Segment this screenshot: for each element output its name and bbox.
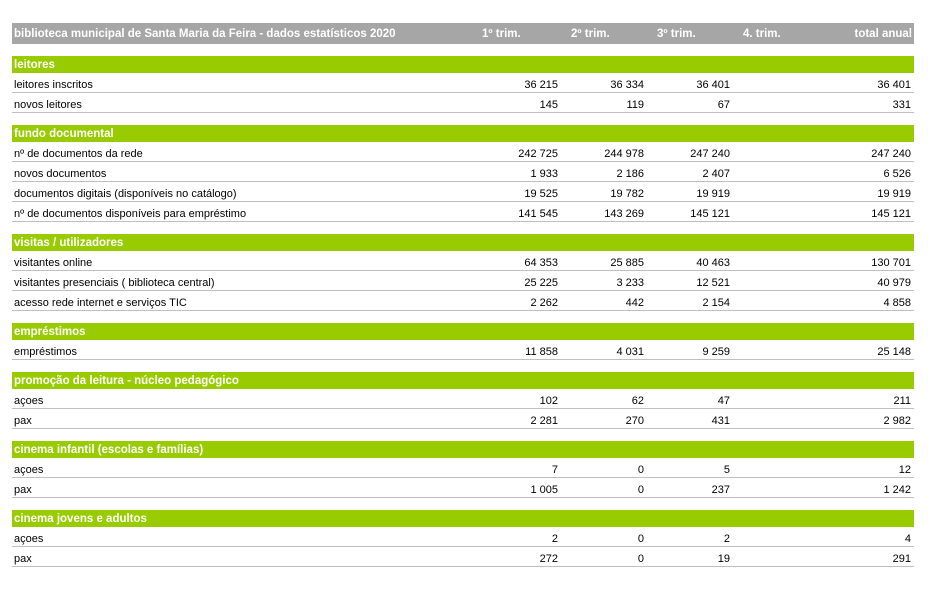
cell-q3: 67 (647, 93, 733, 113)
cell-q3: 40 463 (647, 251, 733, 271)
row-label: visitantes presenciais ( biblioteca central) (12, 271, 472, 291)
cell-q3: 36 401 (647, 73, 733, 93)
section-title: visitas / utilizadores (12, 234, 914, 251)
cell-q3: 19 919 (647, 182, 733, 202)
section-title: cinema infantil (escolas e famílias) (12, 441, 914, 458)
cell-q2: 442 (561, 291, 647, 311)
cell-total: 1 242 (819, 478, 914, 498)
section-spacer (12, 113, 914, 126)
section-spacer (12, 498, 914, 511)
table-row (12, 340, 914, 360)
cell-total: 2 982 (819, 409, 914, 429)
cell-q1: 2 281 (472, 409, 561, 429)
row-label: novos documentos (12, 162, 472, 182)
cell-q1: 145 (472, 93, 561, 113)
table-row (12, 73, 914, 93)
table-row (12, 182, 914, 202)
table-row (12, 251, 914, 271)
cell-total: 6 526 (819, 162, 914, 182)
cell-q4 (733, 73, 819, 93)
cell-q3: 247 240 (647, 142, 733, 162)
section-spacer (12, 311, 914, 324)
row-label: pax (12, 547, 472, 567)
cell-q4 (733, 182, 819, 202)
cell-q2: 3 233 (561, 271, 647, 291)
row-label: açoes (12, 527, 472, 547)
spacer-cell (12, 222, 914, 235)
cell-total: 211 (819, 389, 914, 409)
section-header (12, 125, 914, 142)
cell-q1: 272 (472, 547, 561, 567)
table-row (12, 527, 914, 547)
cell-q4 (733, 547, 819, 567)
cell-q3: 19 (647, 547, 733, 567)
column-header-total: total anual (819, 23, 914, 44)
cell-q3: 2 (647, 527, 733, 547)
row-label: pax (12, 409, 472, 429)
statistics-sheet (12, 23, 914, 567)
cell-q4 (733, 389, 819, 409)
cell-total: 145 121 (819, 202, 914, 222)
section-header (12, 510, 914, 527)
section-title: promoção da leitura - núcleo pedagógico (12, 372, 914, 389)
spacer-cell (12, 360, 914, 373)
table-row (12, 162, 914, 182)
cell-q2: 36 334 (561, 73, 647, 93)
section-header (12, 234, 914, 251)
row-label: açoes (12, 458, 472, 478)
cell-q4 (733, 478, 819, 498)
cell-q2: 244 978 (561, 142, 647, 162)
row-label: documentos digitais (disponíveis no catálogo) (12, 182, 472, 202)
cell-q2: 119 (561, 93, 647, 113)
cell-q3: 47 (647, 389, 733, 409)
section-spacer (12, 222, 914, 235)
header-row (12, 23, 914, 44)
cell-q4 (733, 409, 819, 429)
cell-q4 (733, 291, 819, 311)
cell-q2: 0 (561, 478, 647, 498)
row-label: nº de documentos disponíveis para empréstimo (12, 202, 472, 222)
section-header (12, 323, 914, 340)
cell-q2: 143 269 (561, 202, 647, 222)
cell-q1: 1 005 (472, 478, 561, 498)
cell-q2: 0 (561, 547, 647, 567)
cell-q2: 2 186 (561, 162, 647, 182)
section-spacer (12, 360, 914, 373)
column-header-q3: 3º trim. (647, 23, 733, 44)
table-row (12, 547, 914, 567)
statistics-table (12, 23, 914, 567)
cell-q1: 2 (472, 527, 561, 547)
section-title: cinema jovens e adultos (12, 510, 914, 527)
row-label: novos leitores (12, 93, 472, 113)
table-row (12, 142, 914, 162)
table-row (12, 389, 914, 409)
cell-total: 247 240 (819, 142, 914, 162)
cell-q3: 2 407 (647, 162, 733, 182)
spacer-cell (12, 498, 914, 511)
table-row (12, 202, 914, 222)
cell-total: 36 401 (819, 73, 914, 93)
cell-total: 19 919 (819, 182, 914, 202)
spacer-cell (12, 44, 914, 56)
table-body (12, 44, 914, 567)
section-header (12, 56, 914, 73)
cell-total: 40 979 (819, 271, 914, 291)
cell-q1: 141 545 (472, 202, 561, 222)
spacer-cell (12, 113, 914, 126)
cell-q1: 2 262 (472, 291, 561, 311)
column-header-q1: 1º trim. (472, 23, 561, 44)
cell-q1: 64 353 (472, 251, 561, 271)
section-spacer (12, 44, 914, 56)
cell-total: 291 (819, 547, 914, 567)
table-row (12, 291, 914, 311)
cell-q3: 9 259 (647, 340, 733, 360)
cell-q1: 242 725 (472, 142, 561, 162)
cell-q2: 0 (561, 527, 647, 547)
cell-q4 (733, 93, 819, 113)
row-label: empréstimos (12, 340, 472, 360)
row-label: pax (12, 478, 472, 498)
row-label: açoes (12, 389, 472, 409)
section-header (12, 441, 914, 458)
column-header-q2: 2º trim. (561, 23, 647, 44)
section-spacer (12, 429, 914, 442)
cell-total: 130 701 (819, 251, 914, 271)
cell-q4 (733, 340, 819, 360)
section-title: empréstimos (12, 323, 914, 340)
column-header-q4: 4. trim. (733, 23, 819, 44)
table-row (12, 93, 914, 113)
cell-total: 25 148 (819, 340, 914, 360)
cell-q2: 25 885 (561, 251, 647, 271)
cell-q4 (733, 142, 819, 162)
cell-q3: 145 121 (647, 202, 733, 222)
section-title: leitores (12, 56, 914, 73)
cell-q1: 11 858 (472, 340, 561, 360)
cell-total: 4 858 (819, 291, 914, 311)
cell-q4 (733, 527, 819, 547)
spacer-cell (12, 311, 914, 324)
cell-total: 331 (819, 93, 914, 113)
row-label: nº de documentos da rede (12, 142, 472, 162)
cell-total: 4 (819, 527, 914, 547)
cell-q3: 431 (647, 409, 733, 429)
cell-q1: 7 (472, 458, 561, 478)
cell-q2: 0 (561, 458, 647, 478)
cell-q4 (733, 271, 819, 291)
cell-q3: 237 (647, 478, 733, 498)
cell-q4 (733, 202, 819, 222)
sheet-title: biblioteca municipal de Santa Maria da Feira - dados estatísticos 2020 (12, 23, 472, 44)
cell-q1: 25 225 (472, 271, 561, 291)
row-label: leitores inscritos (12, 73, 472, 93)
cell-q2: 19 782 (561, 182, 647, 202)
cell-q1: 36 215 (472, 73, 561, 93)
cell-q2: 270 (561, 409, 647, 429)
table-row (12, 271, 914, 291)
table-row (12, 458, 914, 478)
cell-q4 (733, 162, 819, 182)
spacer-cell (12, 429, 914, 442)
cell-q2: 4 031 (561, 340, 647, 360)
cell-q1: 19 525 (472, 182, 561, 202)
cell-q4 (733, 458, 819, 478)
cell-q3: 2 154 (647, 291, 733, 311)
section-title: fundo documental (12, 125, 914, 142)
cell-q1: 102 (472, 389, 561, 409)
cell-q2: 62 (561, 389, 647, 409)
row-label: visitantes online (12, 251, 472, 271)
table-row (12, 478, 914, 498)
cell-total: 12 (819, 458, 914, 478)
cell-q1: 1 933 (472, 162, 561, 182)
table-row (12, 409, 914, 429)
row-label: acesso rede internet e serviços TIC (12, 291, 472, 311)
cell-q3: 5 (647, 458, 733, 478)
cell-q4 (733, 251, 819, 271)
cell-q3: 12 521 (647, 271, 733, 291)
section-header (12, 372, 914, 389)
